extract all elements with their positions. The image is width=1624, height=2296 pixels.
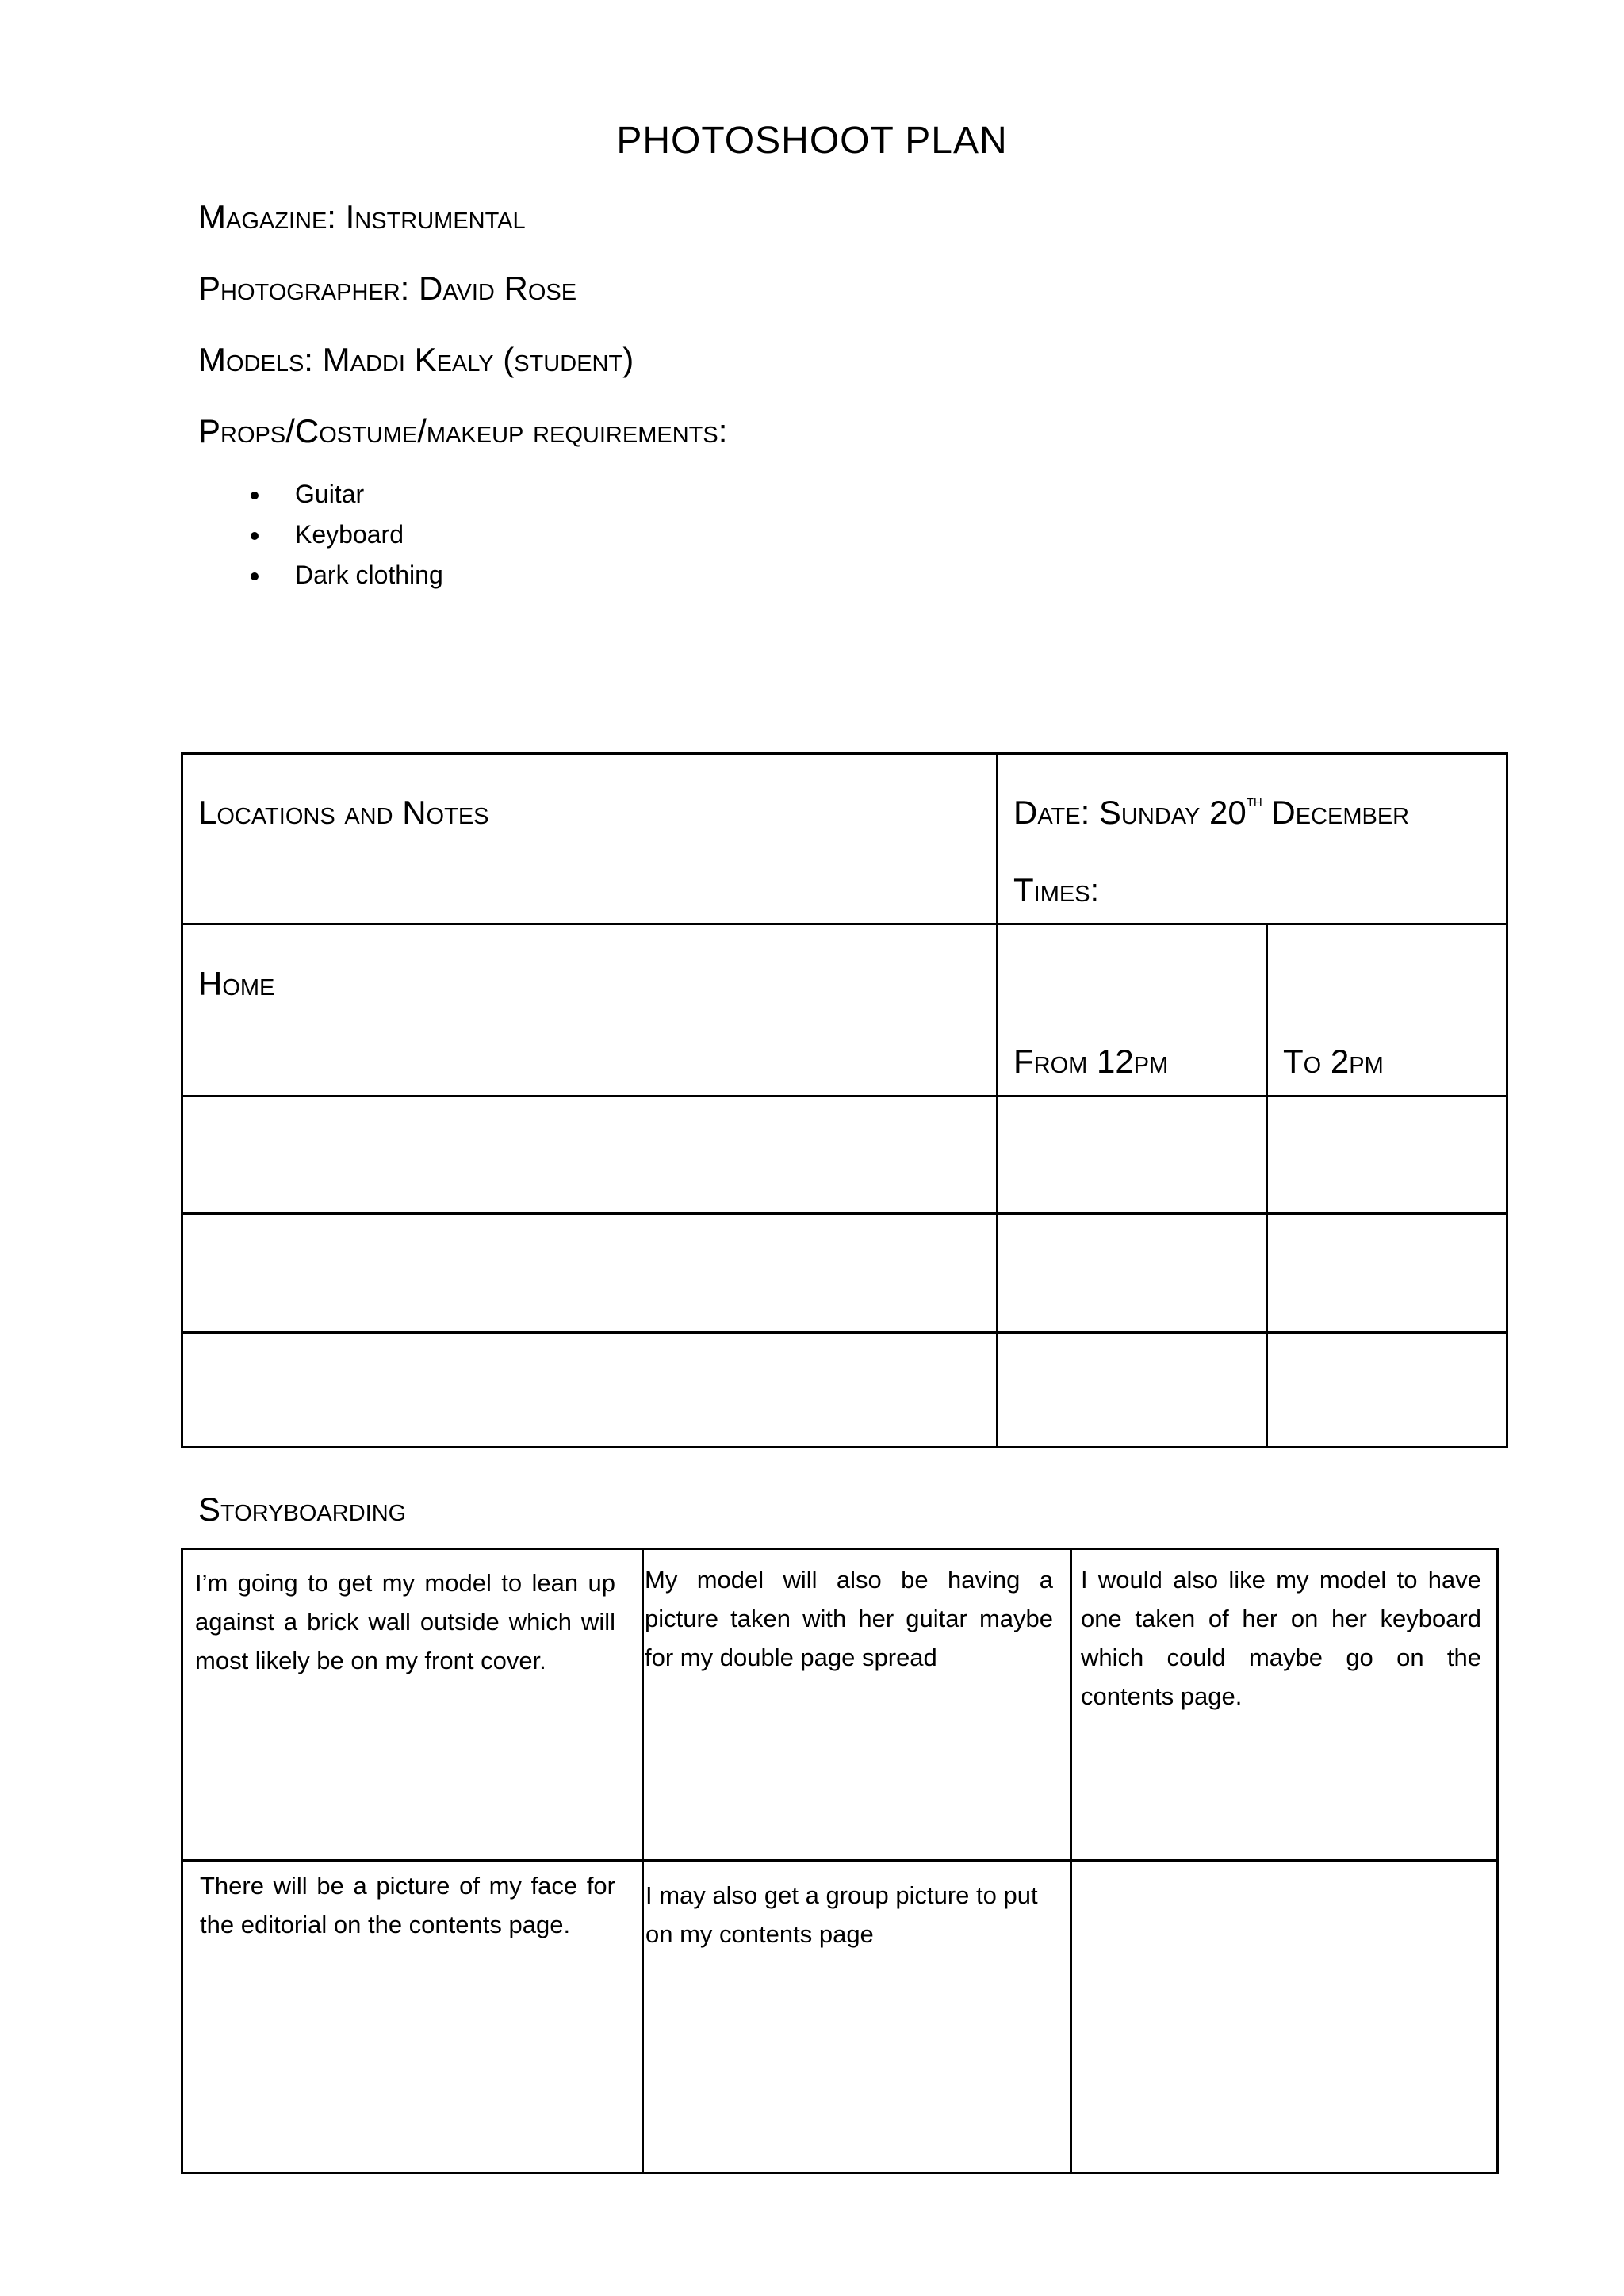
page-title: PHOTOSHOOT PLAN xyxy=(616,120,1008,162)
locations-header: Locations and Notes xyxy=(198,794,489,831)
magazine-field: Magazine: Instrumental xyxy=(198,198,526,235)
storyboard-cell-2: My model will also be having a picture taken with her guitar maybe for my double page spread xyxy=(645,1566,1053,1671)
storyboarding-label: Storyboarding xyxy=(198,1490,407,1528)
props-requirements-label: Props/Costume/makeup requirements: xyxy=(198,412,728,450)
location-home: Home xyxy=(198,965,275,1002)
date-field: Date: Sunday 20th December xyxy=(1013,790,1410,831)
list-item: Dark clothing xyxy=(246,555,443,595)
time-to: To 2pm xyxy=(1283,1043,1384,1080)
storyboard-cell-3: I would also like my model to have one taken of her on her keyboard which could maybe go on the contents page. xyxy=(1081,1566,1481,1710)
storyboard-cell-4: There will be a picture of my face for the editorial on the contents page. xyxy=(200,1872,615,1938)
time-from: From 12pm xyxy=(1013,1043,1169,1080)
locations-table xyxy=(181,752,1508,1448)
list-item: Guitar xyxy=(246,474,443,515)
list-item: Keyboard xyxy=(246,515,443,555)
storyboard-cell-5: I may also get a group picture to put on my contents page xyxy=(645,1881,1038,1948)
storyboard-cell-1: I’m going to get my model to lean up against a brick wall outside which will most likely be on my front cover. xyxy=(195,1569,615,1674)
photographer-field: Photographer: David Rose xyxy=(198,270,577,307)
models-field: Models: Maddi Kealy (student) xyxy=(198,341,634,378)
storyboard-grid xyxy=(181,1548,1499,2174)
times-label: Times: xyxy=(1013,871,1100,909)
props-list xyxy=(246,474,443,595)
